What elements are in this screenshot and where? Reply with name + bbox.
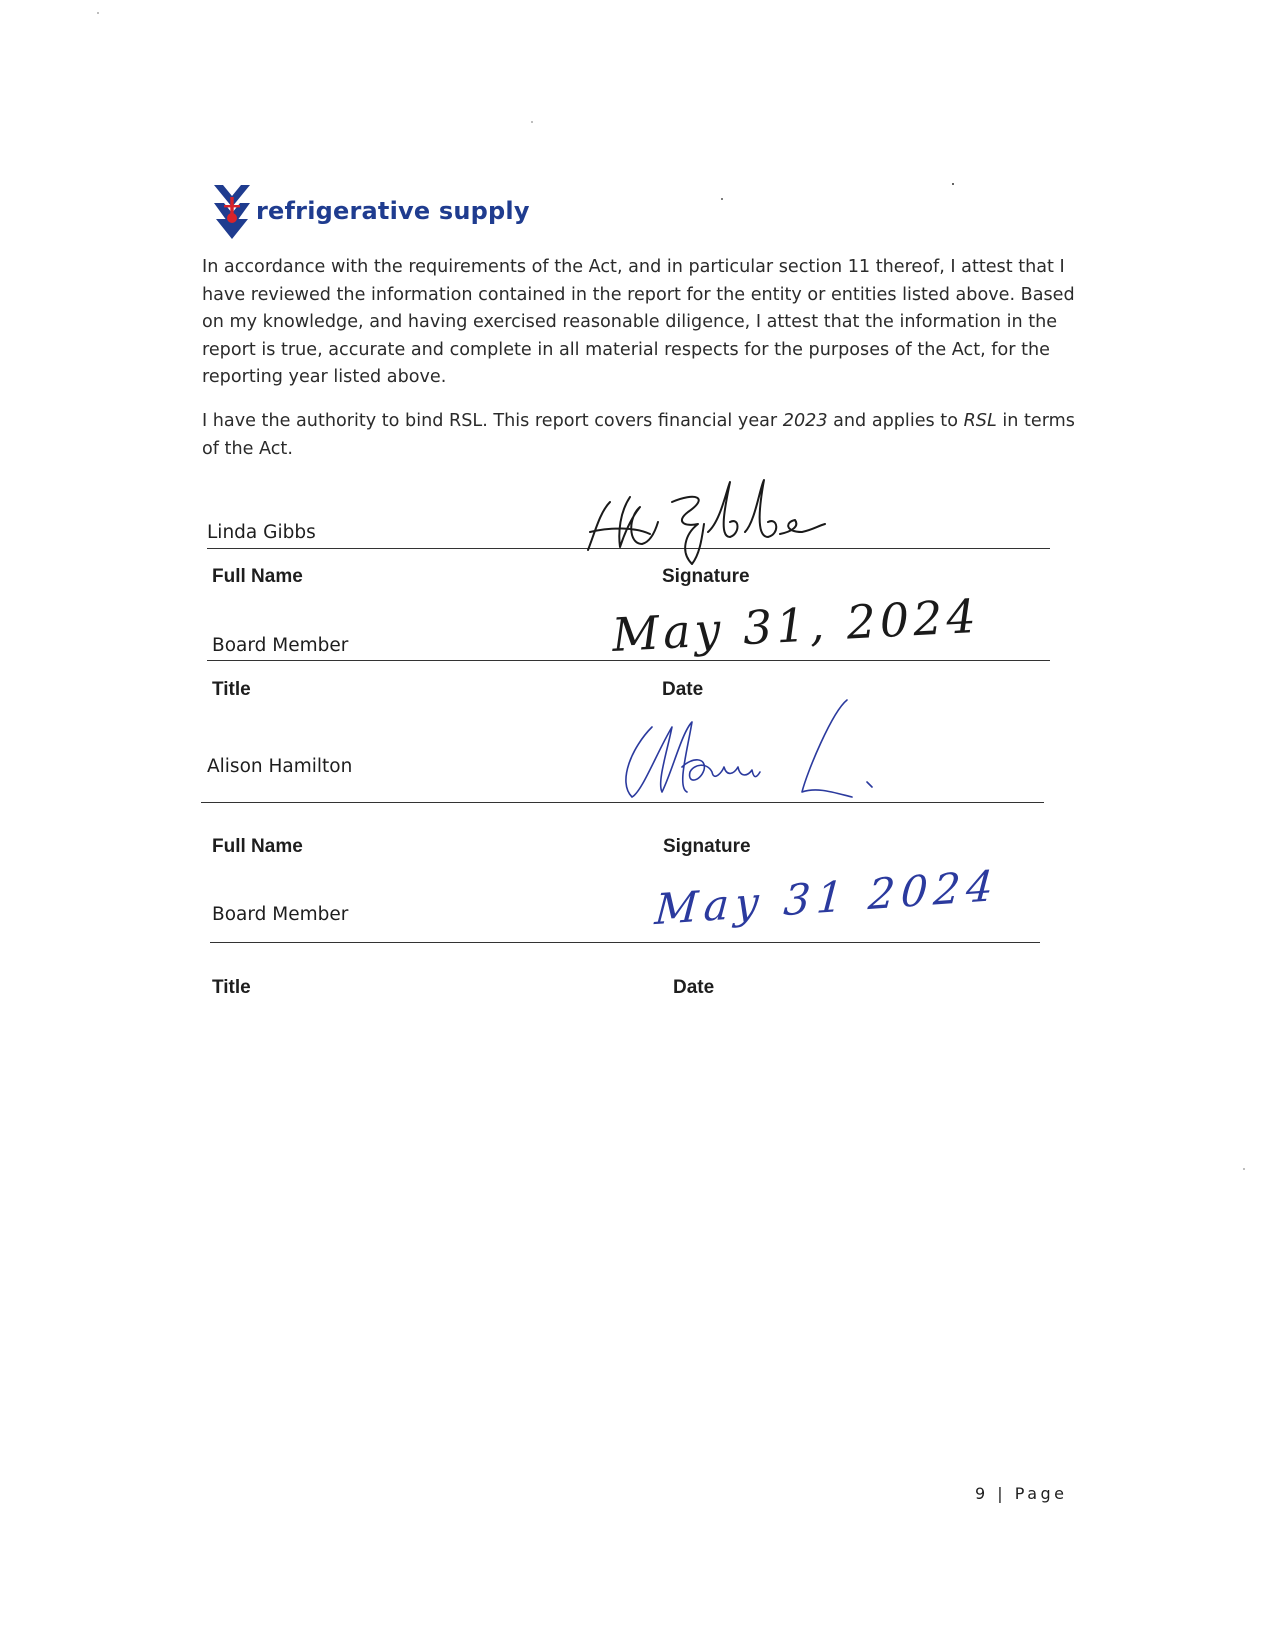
scan-speck xyxy=(1243,1168,1245,1170)
signature-label-1: Signature xyxy=(662,566,750,587)
signatory-2-signature xyxy=(612,692,902,807)
refrigerative-supply-logo-icon xyxy=(212,183,252,241)
full-name-label-2: Full Name xyxy=(212,836,303,857)
company-logo xyxy=(212,183,530,241)
page-label: | Page xyxy=(997,1484,1068,1503)
authority-paragraph: I have the authority to bind RSL. This report covers financial year 2023 and applies to RSL in terms of the Act. xyxy=(202,411,1075,459)
attestation-paragraph: In accordance with the requirements of the Act, and in particular section 11 thereof, I attest that I have reviewed the information contained in the report for the entity or entities listed above. Based on my knowledge, and having exercised reasonable diligence, I attest that the information in the report is true, accurate and complete in all material respects for the purposes of the Act, for the reporting year listed above. xyxy=(202,257,1075,387)
date-line-2 xyxy=(210,942,1040,943)
scan-speck xyxy=(952,183,954,185)
financial-year: 2023 xyxy=(782,411,828,431)
page-number-footer xyxy=(975,1484,1068,1503)
signatory-1-full-name: Linda Gibbs xyxy=(207,522,316,543)
signature-label-2: Signature xyxy=(663,836,751,857)
full-name-label-1: Full Name xyxy=(212,566,303,587)
title-label-1: Title xyxy=(212,679,251,700)
title-label-2: Title xyxy=(212,977,251,998)
signatory-2-full-name: Alison Hamilton xyxy=(207,756,353,777)
signatory-2-date: May 31 2024 xyxy=(653,860,1001,935)
signatory-1-title: Board Member xyxy=(212,635,349,656)
date-label-1: Date xyxy=(662,679,704,700)
entity-name: RSL xyxy=(963,411,997,431)
date-label-2: Date xyxy=(673,977,715,998)
signatory-2-title: Board Member xyxy=(212,904,349,925)
signatory-1-signature xyxy=(580,472,880,567)
company-name: refrigerative supply xyxy=(256,197,530,225)
scan-speck xyxy=(531,121,533,123)
page-number: 9 xyxy=(975,1484,989,1503)
scan-speck xyxy=(97,12,99,14)
signatory-1-date: May 31, 2024 xyxy=(610,588,981,662)
scan-speck xyxy=(721,198,723,200)
